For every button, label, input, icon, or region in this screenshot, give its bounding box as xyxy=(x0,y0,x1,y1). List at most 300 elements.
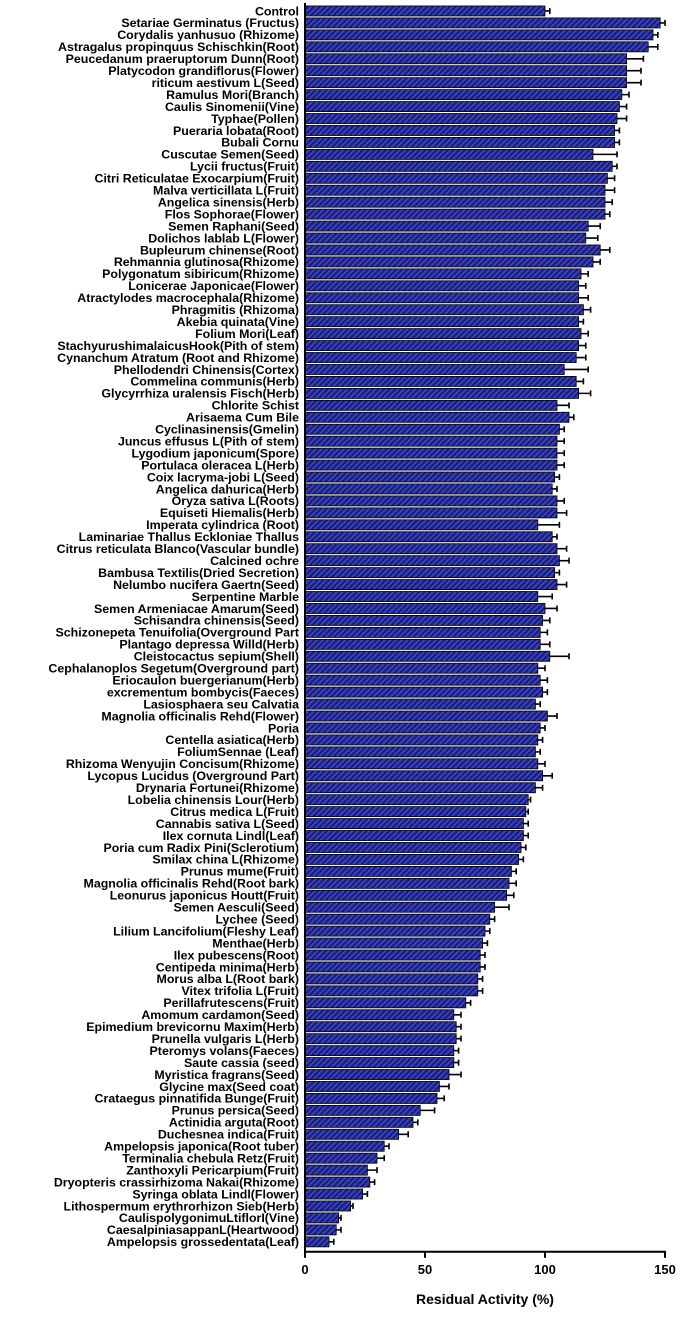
category-label: Plantago depressa Willd(Herb) xyxy=(119,637,299,652)
category-label: Amomum cardamon(Seed) xyxy=(141,1008,299,1023)
category-label: Rehmannia glutinosa(Rhizome) xyxy=(113,255,299,270)
error-bar xyxy=(579,343,586,349)
category-label: Chlorite Schist xyxy=(211,398,299,413)
category-label: Bambusa Textilis(Dried Secretion) xyxy=(98,565,299,580)
bar xyxy=(305,125,615,135)
category-label: Saute cassia (seed) xyxy=(183,1055,299,1070)
bar xyxy=(305,520,538,530)
bar xyxy=(305,1117,413,1127)
bar xyxy=(305,66,627,76)
error-bar xyxy=(557,450,564,456)
bar xyxy=(305,926,485,936)
error-bar xyxy=(557,438,564,444)
error-bar xyxy=(617,116,627,122)
category-label: Angelica sinensis(Herb) xyxy=(157,195,299,210)
bar xyxy=(305,496,557,506)
bar xyxy=(305,424,559,434)
bar xyxy=(305,114,617,124)
error-bar xyxy=(588,223,600,229)
error-bar xyxy=(540,725,545,731)
category-label: Crataegus pinnatifida Bunge(Fruit) xyxy=(94,1091,299,1106)
bar xyxy=(305,1153,377,1163)
category-label: Control xyxy=(254,4,299,19)
error-bar xyxy=(543,773,553,779)
bar xyxy=(305,305,583,315)
error-bar xyxy=(478,988,483,994)
bar xyxy=(305,149,593,159)
bar xyxy=(305,711,547,721)
error-bar xyxy=(564,366,588,372)
error-bar xyxy=(478,976,483,982)
error-bar xyxy=(495,904,509,910)
error-bar xyxy=(552,486,557,492)
error-bar xyxy=(627,68,641,74)
error-bar xyxy=(523,821,528,827)
bar xyxy=(305,1070,449,1080)
error-bar xyxy=(543,617,550,623)
error-bar xyxy=(579,390,591,396)
bar xyxy=(305,257,593,267)
error-bar xyxy=(511,868,516,874)
bar xyxy=(305,173,607,183)
bar xyxy=(305,819,523,829)
bar xyxy=(305,197,605,207)
error-bar xyxy=(557,498,564,504)
bar xyxy=(305,842,521,852)
category-label: Commelina communis(Herb) xyxy=(130,374,299,389)
category-label: Vitex trifolia L(Fruit) xyxy=(181,984,299,999)
category-label: Lonicerae Japonicae(Flower) xyxy=(128,279,299,294)
error-bar xyxy=(535,701,540,707)
category-label: Citrus reticulata Blanco(Vascular bundle) xyxy=(56,542,299,557)
bar xyxy=(305,795,528,805)
bar xyxy=(305,6,545,16)
category-label: Imperata cylindrica (Root) xyxy=(146,518,299,533)
error-bar xyxy=(540,641,550,647)
bar xyxy=(305,950,480,960)
category-label: Poria cum Radix Pini(Sclerotium) xyxy=(103,840,299,855)
category-label: Arisaema Cum Bile xyxy=(186,410,299,425)
error-bar xyxy=(612,163,617,169)
error-bar xyxy=(454,1060,459,1066)
category-label: riticum aestivum L(Seed) xyxy=(151,75,299,90)
bar xyxy=(305,735,538,745)
category-label: Akebia quinata(Vine) xyxy=(176,314,299,329)
category-label: Laminariae Thallus Eckloniae Thallus xyxy=(78,530,299,545)
error-bar xyxy=(456,1036,461,1042)
category-label: Platycodon grandiflorus(Flower) xyxy=(108,64,299,79)
category-label: Cephalanoplos Segetum(Overground part) xyxy=(48,661,299,676)
category-label: Malva verticillata L(Fruit) xyxy=(153,183,299,198)
error-bar xyxy=(605,199,612,205)
bar xyxy=(305,914,490,924)
error-bar xyxy=(627,56,644,62)
bar xyxy=(305,603,545,613)
x-tick-label: 100 xyxy=(534,1261,556,1277)
bar xyxy=(305,759,538,769)
category-label: Duchesnea indica(Fruit) xyxy=(157,1127,299,1142)
bar xyxy=(305,771,543,781)
category-label: Leonurus japonicus Houtt(Fruit) xyxy=(109,888,299,903)
bar xyxy=(305,233,586,243)
bar xyxy=(305,388,579,398)
category-label: Menthae(Herb) xyxy=(212,936,299,951)
bar xyxy=(305,1058,454,1068)
category-label: Ilex cornuta Lindl(Leaf) xyxy=(162,828,299,843)
category-label: Semen Raphani(Seed) xyxy=(168,219,299,234)
category-label: Centella asiatica(Herb) xyxy=(165,733,299,748)
error-bar xyxy=(555,474,560,480)
bar xyxy=(305,1046,454,1056)
category-label: Caulis Sinomenii(Vine) xyxy=(164,99,299,114)
category-label: Prunus persica(Seed) xyxy=(171,1103,299,1118)
bar xyxy=(305,353,576,363)
bar xyxy=(305,78,627,88)
error-bar xyxy=(557,402,569,408)
error-bar xyxy=(579,283,586,289)
category-label: Glycyrrhiza uralensis Fisch(Herb) xyxy=(101,386,299,401)
category-label: Folium Mori(Leaf) xyxy=(195,326,299,341)
bar xyxy=(305,532,552,542)
category-label: Prunella vulgaris L(Herb) xyxy=(151,1031,299,1046)
error-bar xyxy=(579,295,589,301)
x-tick-label: 150 xyxy=(654,1261,676,1277)
bar xyxy=(305,962,480,972)
bar xyxy=(305,460,557,470)
category-label: Glycine max(Seed coat) xyxy=(159,1079,299,1094)
bar xyxy=(305,675,540,685)
bar xyxy=(305,580,557,590)
error-bar xyxy=(579,319,584,325)
bar xyxy=(305,341,579,351)
error-bar xyxy=(538,761,545,767)
category-label: Juncus effusus L(Pith of stem) xyxy=(117,434,299,449)
error-bar xyxy=(509,880,516,886)
category-label: Ilex pubescens(Root) xyxy=(173,948,299,963)
error-bar xyxy=(547,713,557,719)
bar xyxy=(305,1010,454,1020)
category-label: Peucedanum praeruptorum Dunn(Root) xyxy=(65,52,299,67)
error-bar xyxy=(437,1095,444,1101)
error-bar xyxy=(615,139,620,145)
bar xyxy=(305,281,579,291)
category-label: Semen Aesculi(Seed) xyxy=(173,900,299,915)
error-bar xyxy=(535,785,542,791)
error-bar xyxy=(557,510,567,516)
bar xyxy=(305,974,478,984)
bar xyxy=(305,1081,439,1091)
bar xyxy=(305,1237,329,1247)
error-bar xyxy=(449,1072,461,1078)
bar xyxy=(305,1105,420,1115)
category-label: Typhae(Pollen) xyxy=(211,111,299,126)
error-bar xyxy=(485,928,490,934)
category-label: Schisandra chinensis(Seed) xyxy=(133,613,299,628)
error-bar xyxy=(605,187,615,193)
category-label: Ampelopsis grossedentata(Leaf) xyxy=(106,1235,299,1250)
error-bar xyxy=(413,1119,418,1125)
error-bar xyxy=(581,331,588,337)
category-label: StachyurushimalaicusHook(Pith of stem) xyxy=(57,338,299,353)
error-bar xyxy=(557,462,564,468)
error-bar xyxy=(535,749,540,755)
error-bar xyxy=(586,235,598,241)
error-bar xyxy=(576,378,583,384)
error-bar xyxy=(557,546,567,552)
bar xyxy=(305,293,579,303)
error-bar xyxy=(627,80,641,86)
bar xyxy=(305,1093,437,1103)
error-bar xyxy=(483,940,488,946)
category-label: CaulispolygonimuLtiflorI(Vine) xyxy=(118,1211,299,1226)
bar xyxy=(305,364,564,374)
bar xyxy=(305,592,538,602)
error-bar xyxy=(466,1000,471,1006)
category-label: Ampelopsis japonica(Root tuber) xyxy=(104,1139,299,1154)
bar xyxy=(305,1022,456,1032)
bar xyxy=(305,412,569,422)
error-bar xyxy=(454,1048,459,1054)
bar xyxy=(305,568,555,578)
error-bar xyxy=(384,1143,389,1149)
category-label: Lasiosphaera seu Calvatia xyxy=(143,697,299,712)
category-label: Coix lacryma-jobi L(Seed) xyxy=(146,470,299,485)
bar xyxy=(305,484,552,494)
error-bar xyxy=(552,534,557,540)
error-bar xyxy=(653,32,658,38)
category-label: Pteromys volans(Faeces) xyxy=(149,1043,299,1058)
bar xyxy=(305,687,543,697)
error-bar xyxy=(523,833,528,839)
bar xyxy=(305,878,509,888)
x-axis-title: Residual Activity (%) xyxy=(416,1290,554,1307)
category-label: Actinidia arguta(Root) xyxy=(168,1115,299,1130)
x-tick-label: 0 xyxy=(301,1261,309,1277)
category-label: Cyclinasinensis(Gmelin) xyxy=(155,422,299,437)
bar xyxy=(305,723,540,733)
category-label: Smilax china L(Rhizome) xyxy=(152,852,299,867)
error-bar xyxy=(545,8,550,14)
category-label: FoliumSennae (Leaf) xyxy=(177,745,299,760)
error-bar xyxy=(545,605,557,611)
bar xyxy=(305,185,605,195)
category-label: CaesalpiniasappanL(Heartwood) xyxy=(106,1223,299,1238)
category-label: Drynaria Fortunei(Rhizome) xyxy=(135,781,299,796)
bar xyxy=(305,544,557,554)
bar xyxy=(305,651,550,661)
category-label: Magnolia officinalis Rehd(Root bark) xyxy=(83,876,299,891)
error-bar xyxy=(619,104,626,110)
error-bar xyxy=(519,856,524,862)
category-label: Calcined ochre xyxy=(210,553,299,568)
error-bar xyxy=(367,1167,377,1173)
bar xyxy=(305,807,526,817)
category-label: Myristica fragrans(Seed) xyxy=(154,1067,299,1082)
category-label: Cuscutae Semen(Seed) xyxy=(161,147,299,162)
error-bar xyxy=(540,677,547,683)
error-bar xyxy=(363,1191,368,1197)
error-bar xyxy=(555,570,560,576)
bar xyxy=(305,317,579,327)
bar xyxy=(305,747,535,757)
category-label: Magnolia officinalis Rehd(Flower) xyxy=(101,709,299,724)
category-label: Epimedium brevicornu Maxim(Herb) xyxy=(86,1020,299,1035)
bar xyxy=(305,448,557,458)
bar xyxy=(305,663,538,673)
category-label: Cannabis sativa L(Seed) xyxy=(155,816,299,831)
category-label: Bupleurum chinense(Root) xyxy=(139,243,299,258)
x-tick-label: 50 xyxy=(417,1261,433,1277)
category-label: Dolichos lablab L(Flower) xyxy=(148,231,299,246)
bar xyxy=(305,639,540,649)
category-label: Ramulus Mori(Branch) xyxy=(166,87,299,102)
error-bar xyxy=(648,44,658,50)
bar xyxy=(305,831,523,841)
category-label: Schizonepeta Tenuifolia(Overground Part xyxy=(55,625,299,640)
error-bar xyxy=(480,952,485,958)
category-label: Equiseti Hiemalis(Herb) xyxy=(159,506,299,521)
bar xyxy=(305,376,576,386)
error-bar xyxy=(538,522,560,528)
error-bar xyxy=(581,271,588,277)
bar xyxy=(305,400,557,410)
error-bar xyxy=(454,1012,461,1018)
bar xyxy=(305,866,511,876)
error-bar xyxy=(576,355,586,361)
category-label: Lygodium japonicum(Spore) xyxy=(131,446,299,461)
error-bar xyxy=(559,426,564,432)
category-label: Citrus medica L(Fruit) xyxy=(170,804,299,819)
error-bar xyxy=(583,307,590,313)
error-bar xyxy=(569,414,574,420)
category-label: Syringa oblata Lindl(Flower) xyxy=(132,1187,299,1202)
error-bar xyxy=(399,1131,409,1137)
error-bar xyxy=(507,892,514,898)
error-bar xyxy=(543,689,548,695)
category-label: Poria xyxy=(268,721,299,736)
x-ticks-group xyxy=(301,1252,675,1277)
category-label: Cynanchum Atratum (Root and Rhizome) xyxy=(57,350,299,365)
category-label: Oryza sativa L(Roots) xyxy=(171,494,299,509)
bar xyxy=(305,329,581,339)
bar xyxy=(305,161,612,171)
error-bar xyxy=(615,127,620,133)
bar xyxy=(305,1201,351,1211)
bar xyxy=(305,556,559,566)
error-bar xyxy=(336,1227,341,1233)
bar xyxy=(305,699,535,709)
bar xyxy=(305,1141,384,1151)
category-label: Lobelia chinensis Lour(Herb) xyxy=(127,792,299,807)
category-label: Lychee (Seed) xyxy=(215,912,299,927)
error-bar xyxy=(540,629,547,635)
bar xyxy=(305,890,507,900)
category-label: Citri Reticulatae Exocarpium(Fruit) xyxy=(94,171,299,186)
bar xyxy=(305,998,466,1008)
error-bar xyxy=(538,665,545,671)
category-label: Pueraria lobata(Root) xyxy=(173,123,299,138)
category-label: Eriocaulon buergerianum(Herb) xyxy=(112,673,299,688)
category-label: Serpentine Marble xyxy=(191,589,299,604)
category-label: Lilium Lancifolium(Fleshy Leaf) xyxy=(113,924,299,939)
category-labels-group xyxy=(48,4,299,1249)
category-label: Lithospermum erythrorhizon Sieb(Herb) xyxy=(63,1199,299,1214)
category-label: Polygonatum sibiricum(Rhizome) xyxy=(102,267,299,282)
bar xyxy=(305,508,557,518)
bar xyxy=(305,1189,363,1199)
bars-group xyxy=(305,6,660,1247)
error-bar xyxy=(439,1083,449,1089)
category-label: Semen Armeniacae Amarum(Seed) xyxy=(94,601,299,616)
bar xyxy=(305,42,648,52)
category-label: Corydalis yanhusuo (Rhizome) xyxy=(117,28,299,43)
error-bar xyxy=(593,151,617,157)
category-label: Dryopteris crassirhizoma Nakai(Rhizome) xyxy=(53,1175,299,1190)
error-bar xyxy=(377,1155,384,1161)
category-label: Perillafrutescens(Fruit) xyxy=(163,996,299,1011)
bar xyxy=(305,1165,367,1175)
category-label: Cleistocactus sepium(Shell) xyxy=(133,649,299,664)
category-label: Flos Sophorae(Flower) xyxy=(164,207,299,222)
error-bar xyxy=(622,92,629,98)
error-bar xyxy=(660,20,665,26)
category-label: Astragalus propinquus Schischkin(Root) xyxy=(58,40,299,55)
error-bar xyxy=(521,844,526,850)
category-label: Atractylodes macrocephala(Rhizome) xyxy=(77,291,299,306)
bar xyxy=(305,615,543,625)
error-bar xyxy=(538,737,543,743)
bar xyxy=(305,102,619,112)
bar xyxy=(305,1034,456,1044)
category-label: Lycopus Lucidus (Overground Part) xyxy=(87,769,299,784)
error-bar xyxy=(329,1239,334,1245)
error-bar xyxy=(605,211,610,217)
bar xyxy=(305,90,622,100)
error-bar xyxy=(550,653,569,659)
bar xyxy=(305,209,605,219)
category-label: Zanthoxyli Pericarpium(Fruit) xyxy=(126,1163,299,1178)
bar xyxy=(305,30,653,40)
bar xyxy=(305,902,495,912)
category-label: excrementum bombycis(Faeces) xyxy=(106,685,299,700)
category-label: Centipeda minima(Herb) xyxy=(155,960,299,975)
error-bar xyxy=(593,259,600,265)
error-bar xyxy=(420,1107,434,1113)
bar xyxy=(305,1129,399,1139)
error-bar xyxy=(600,247,610,253)
category-label: Nelumbo nucifera Gaertn(Seed) xyxy=(113,577,299,592)
error-bar xyxy=(559,558,569,564)
bar xyxy=(305,18,660,28)
category-label: Rhizoma Wenyujin Concisum(Rhizome) xyxy=(65,757,299,772)
bar xyxy=(305,1225,336,1235)
bar xyxy=(305,854,519,864)
error-bar xyxy=(480,964,485,970)
bar xyxy=(305,627,540,637)
category-label: Bubali Cornu xyxy=(221,135,299,150)
bar xyxy=(305,938,483,948)
bar xyxy=(305,1213,339,1223)
error-bar xyxy=(370,1179,375,1185)
bar xyxy=(305,245,600,255)
bar xyxy=(305,137,615,147)
error-bar xyxy=(607,175,614,181)
error-bar xyxy=(538,594,552,600)
error-bar xyxy=(557,582,567,588)
category-label: Terminalia chebula Retz(Fruit) xyxy=(122,1151,299,1166)
category-label: Phragmitis (Rhizoma) xyxy=(171,303,299,318)
category-label: Portulaca oleracea L(Herb) xyxy=(141,458,299,473)
